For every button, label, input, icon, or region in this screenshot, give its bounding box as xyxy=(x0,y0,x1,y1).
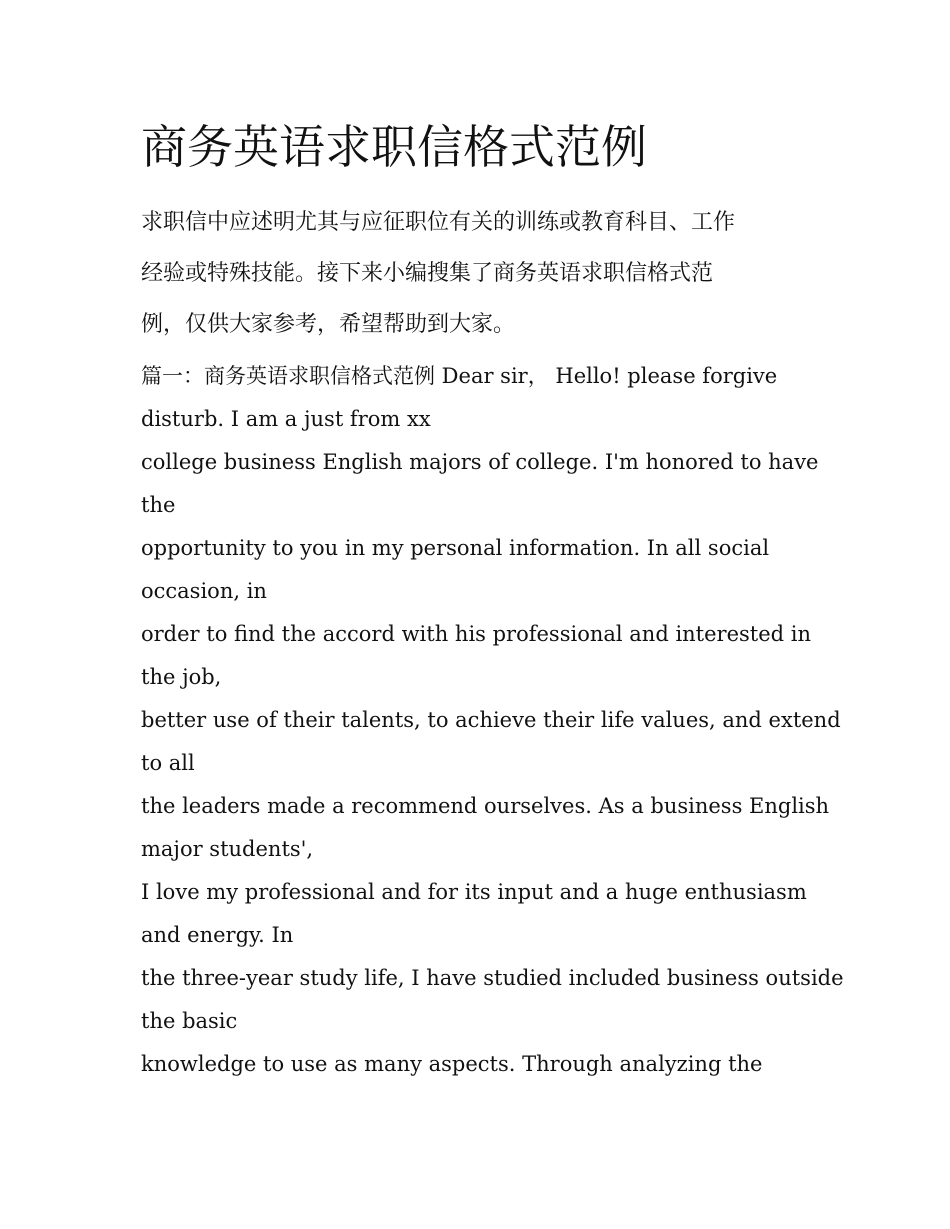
body-line: the xyxy=(141,493,176,517)
body-line: order to find the accord with his professional and interested in xyxy=(141,622,812,646)
body-line: major students', xyxy=(141,837,314,861)
body-line: 篇一：商务英语求职信格式范例 Dear sir， Hello! please forgive xyxy=(141,364,778,388)
body-line: better use of their talents, to achieve their life values, and extend xyxy=(141,708,841,732)
document-title: 商务英语求职信格式范例 xyxy=(141,120,647,174)
body-line: and energy. In xyxy=(141,923,294,947)
body-line: the job, xyxy=(141,665,222,689)
intro-line: 例，仅供大家参考，希望帮助到大家。 xyxy=(141,312,516,337)
body-line: opportunity to you in my personal information. In all social xyxy=(141,536,770,560)
body-line: I love my professional and for its input and a huge enthusiasm xyxy=(141,880,807,904)
letter-body xyxy=(141,355,844,1086)
body-line: the leaders made a recommend ourselves. As a business English xyxy=(141,794,830,818)
body-line: knowledge to use as many aspects. Through analyzing the xyxy=(141,1052,763,1076)
body-line: the basic xyxy=(141,1009,238,1033)
intro-paragraph xyxy=(141,197,821,350)
body-line: disturb. I am a just from xx xyxy=(141,407,431,431)
intro-line: 求职信中应述明尤其与应征职位有关的训练或教育科目、工作 xyxy=(141,210,736,235)
body-line: occasion, in xyxy=(141,579,267,603)
body-line: to all xyxy=(141,751,195,775)
body-line: college business English majors of college. I'm honored to have xyxy=(141,450,819,474)
body-line: the three-year study life, I have studied included business outside xyxy=(141,966,844,990)
intro-line: 经验或特殊技能。接下来小编搜集了商务英语求职信格式范 xyxy=(141,261,714,286)
